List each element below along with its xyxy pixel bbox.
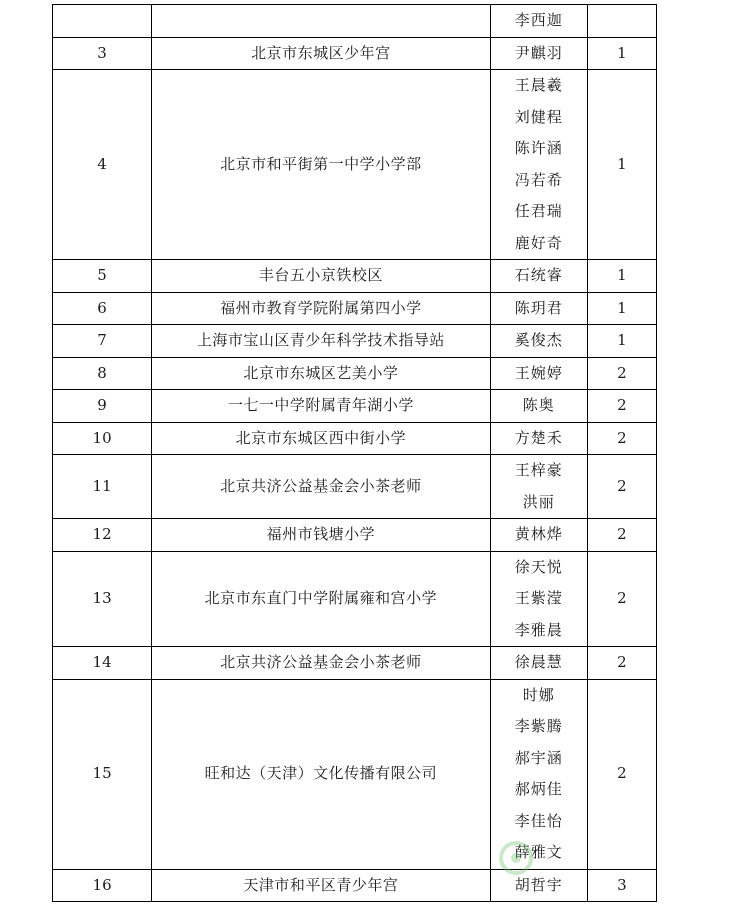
- participant-name: 陈奥: [522, 396, 555, 414]
- row-number-cell: 12: [53, 519, 152, 552]
- table-row: [53, 37, 657, 70]
- row-number-cell: 14: [53, 647, 152, 680]
- participant-name: 时娜: [522, 685, 555, 704]
- participant-name: 郝宇涵: [514, 748, 563, 767]
- unit-name-cell: 旺和达（天津）文化传播有限公司: [152, 679, 491, 869]
- award-level-cell: 2: [587, 422, 656, 455]
- table-row: [53, 455, 657, 519]
- award-level-cell: 1: [587, 70, 656, 260]
- unit-name-cell: 福州市教育学院附属第四小学: [152, 292, 491, 325]
- participant-names-cell: [490, 357, 587, 390]
- participant-name: 方楚禾: [514, 428, 563, 447]
- row-number-cell: 10: [53, 422, 152, 455]
- table-row: [53, 869, 657, 902]
- participant-name: 徐晨慧: [514, 653, 563, 671]
- row-number-cell: 7: [53, 325, 152, 358]
- participant-names-cell: [490, 390, 587, 423]
- table-row: [53, 5, 657, 38]
- participant-name: 胡哲宇: [514, 875, 563, 894]
- row-number-cell: 5: [53, 260, 152, 293]
- row-number-cell: 8: [53, 357, 152, 390]
- participant-name: 陈许涵: [514, 139, 563, 157]
- unit-name-cell: [152, 5, 491, 38]
- row-number-cell: 15: [53, 679, 152, 869]
- table-row: [53, 260, 657, 293]
- award-level-cell: 1: [587, 37, 656, 70]
- participant-name: 徐天悦: [514, 557, 563, 576]
- award-table-body: [53, 5, 657, 902]
- award-level-cell: 2: [587, 390, 656, 423]
- participant-name: 郝炳佳: [514, 780, 563, 798]
- award-level-cell: [587, 5, 656, 38]
- participant-names-cell: [490, 260, 587, 293]
- unit-name-cell: 天津市和平区青少年宫: [152, 869, 491, 902]
- award-level-cell: 1: [587, 292, 656, 325]
- participant-name: 黄林烨: [514, 525, 563, 543]
- participant-name: 李紫腾: [514, 717, 563, 735]
- row-number-cell: 3: [53, 37, 152, 70]
- participant-name: 洪丽: [522, 492, 555, 511]
- participant-names-cell: [490, 292, 587, 325]
- participant-name: 奚俊杰: [514, 331, 563, 349]
- participant-names-cell: [490, 647, 587, 680]
- participant-names-cell: [490, 455, 587, 519]
- award-level-cell: 3: [587, 869, 656, 902]
- participant-name: 薛雅文: [514, 843, 563, 861]
- unit-name-cell: 北京共济公益基金会小茶老师: [152, 647, 491, 680]
- participant-name: 冯若希: [514, 170, 563, 189]
- row-number-cell: [53, 5, 152, 38]
- award-level-cell: 2: [587, 679, 656, 869]
- participant-name: 王紫滢: [514, 589, 563, 607]
- participant-names-cell: [490, 519, 587, 552]
- unit-name-cell: 丰台五小京铁校区: [152, 260, 491, 293]
- participant-names-cell: [490, 70, 587, 260]
- participant-name: 李雅晨: [514, 620, 563, 639]
- unit-name-cell: 北京市东直门中学附属雍和宫小学: [152, 551, 491, 647]
- participant-name: 王晨羲: [514, 76, 563, 94]
- participant-name: 李西迦: [514, 11, 563, 29]
- participant-name: 王梓豪: [514, 461, 563, 479]
- award-level-cell: 1: [587, 325, 656, 358]
- table-row: [53, 519, 657, 552]
- participant-name: 刘健程: [514, 107, 563, 126]
- participant-names-cell: [490, 422, 587, 455]
- table-row: [53, 551, 657, 647]
- award-level-cell: 1: [587, 260, 656, 293]
- row-number-cell: 11: [53, 455, 152, 519]
- award-level-cell: 2: [587, 519, 656, 552]
- participant-name: 石统睿: [514, 266, 563, 284]
- participant-name: 鹿好奇: [514, 233, 563, 252]
- table-row: [53, 422, 657, 455]
- participant-name: 李佳怡: [514, 811, 563, 830]
- table-row: [53, 647, 657, 680]
- unit-name-cell: 北京市东城区艺美小学: [152, 357, 491, 390]
- unit-name-cell: 北京共济公益基金会小茶老师: [152, 455, 491, 519]
- row-number-cell: 16: [53, 869, 152, 902]
- table-row: [53, 325, 657, 358]
- row-number-cell: 4: [53, 70, 152, 260]
- unit-name-cell: 一七一中学附属青年湖小学: [152, 390, 491, 423]
- award-table: [52, 4, 657, 902]
- participant-names-cell: [490, 5, 587, 38]
- unit-name-cell: 福州市钱塘小学: [152, 519, 491, 552]
- participant-name: 陈玥君: [514, 298, 563, 317]
- award-level-cell: 2: [587, 357, 656, 390]
- table-row: [53, 292, 657, 325]
- unit-name-cell: 上海市宝山区青少年科学技术指导站: [152, 325, 491, 358]
- participant-names-cell: [490, 325, 587, 358]
- participant-name: 王婉婷: [514, 363, 563, 382]
- unit-name-cell: 北京市和平街第一中学小学部: [152, 70, 491, 260]
- award-level-cell: 2: [587, 551, 656, 647]
- row-number-cell: 13: [53, 551, 152, 647]
- table-row: [53, 357, 657, 390]
- table-row: [53, 70, 657, 260]
- row-number-cell: 6: [53, 292, 152, 325]
- participant-name: 尹麒羽: [514, 43, 563, 62]
- row-number-cell: 9: [53, 390, 152, 423]
- award-level-cell: 2: [587, 455, 656, 519]
- participant-names-cell: [490, 551, 587, 647]
- table-row: [53, 390, 657, 423]
- unit-name-cell: 北京市东城区少年宫: [152, 37, 491, 70]
- participant-name: 任君瑞: [514, 202, 563, 220]
- award-level-cell: 2: [587, 647, 656, 680]
- table-row: [53, 679, 657, 869]
- circle-logo-icon: [496, 838, 536, 878]
- participant-names-cell: [490, 37, 587, 70]
- unit-name-cell: 北京市东城区西中街小学: [152, 422, 491, 455]
